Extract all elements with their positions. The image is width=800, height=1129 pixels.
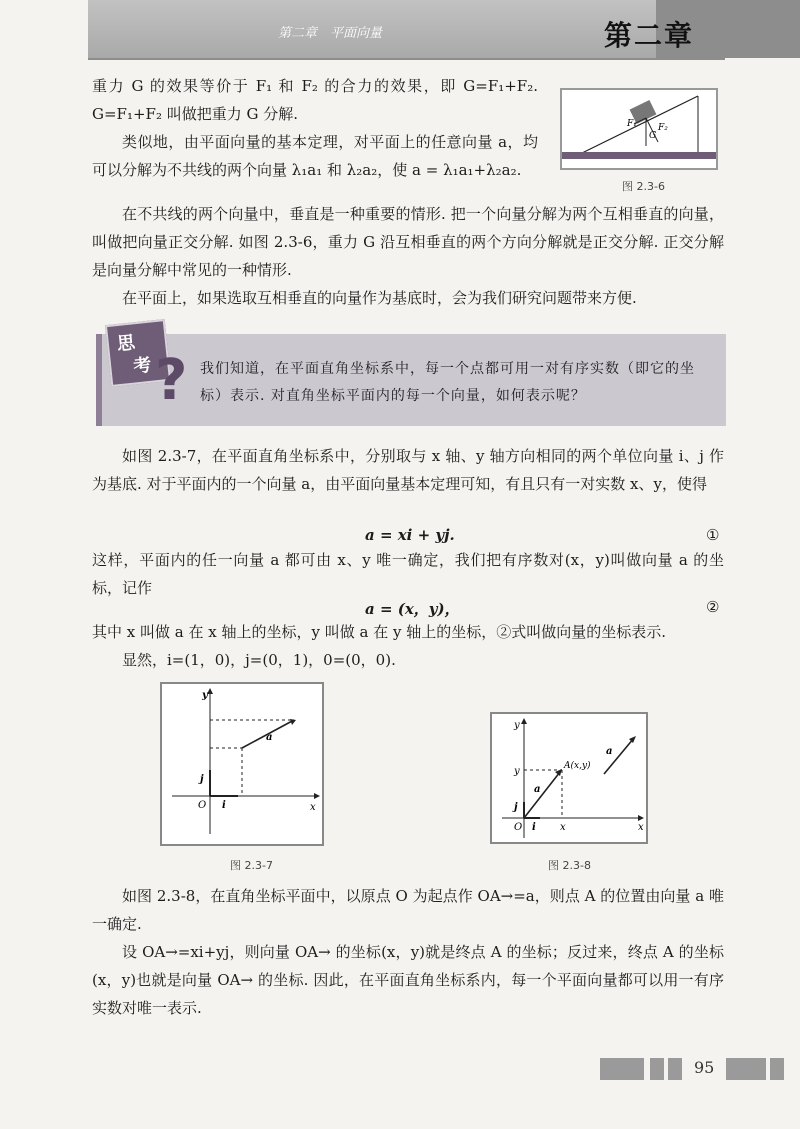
axis-y-label: y bbox=[202, 690, 208, 701]
paragraph: 其中 x 叫做 a 在 x 轴上的坐标，y 叫做 a 在 y 轴上的坐标，②式叫做向量的坐标表示. bbox=[92, 623, 666, 641]
chapter-label: 第二章 bbox=[604, 19, 695, 52]
vector-j-label: j bbox=[200, 774, 204, 785]
figure-caption: 图 2.3-8 bbox=[548, 859, 591, 872]
vector-a-label: a bbox=[266, 732, 273, 743]
footer-bar bbox=[770, 1058, 784, 1080]
g-label: G bbox=[649, 131, 657, 141]
badge-char-top: 思 bbox=[115, 332, 137, 356]
axis-x-label: x bbox=[638, 822, 644, 833]
ground-bar bbox=[562, 152, 716, 159]
vector-i-label: i bbox=[532, 822, 536, 833]
f2-label: F₂ bbox=[658, 123, 668, 133]
x-tick-label: x bbox=[560, 822, 566, 833]
figure-2-3-6 bbox=[560, 88, 718, 170]
figure-caption: 图 2.3-6 bbox=[622, 180, 665, 193]
y-tick-label: y bbox=[514, 766, 520, 777]
paragraph: 在不共线的两个向量中，垂直是一种重要的情形. 把一个向量分解为两个互相垂直的向量，叫做把向量正交分解. 如图 2.3-6，重力 G 沿互相垂直的两个方向分解就是正交分解. 正交分解是向量分解中常见的一种情形. bbox=[92, 205, 724, 279]
figure-2-3-7 bbox=[160, 682, 324, 846]
footer-bar bbox=[726, 1058, 766, 1080]
vector-a-label: a bbox=[534, 784, 541, 795]
vector-a2-label: a bbox=[606, 746, 613, 757]
figure-2-3-8 bbox=[490, 712, 648, 844]
paragraph: 如图 2.3-7，在平面直角坐标系中，分别取与 x 轴、y 轴方向相同的两个单位向量 i、j 作为基底. 对于平面内的一个向量 a，由平面向量基本定理可知，有且只有一对实数 x、y，使得 bbox=[92, 447, 724, 493]
section-title: 第二章 平面向量 bbox=[278, 26, 383, 41]
footer-bar bbox=[650, 1058, 664, 1080]
equation-2-number: ② bbox=[706, 598, 720, 616]
think-text: 我们知道，在平面直角坐标系中，每一个点都可用一对有序实数（即它的坐标）表示. 对直角坐标平面内的每一个向量，如何表示呢？ bbox=[200, 361, 695, 404]
coord-diagram-1 bbox=[162, 684, 322, 844]
point-a-label: A(x,y) bbox=[564, 761, 591, 771]
paragraph: 重力 G 的效果等价于 F₁ 和 F₂ 的合力的效果，即 G=F₁+F₂. G=F₁+F₂ 叫做把重力 G 分解. bbox=[92, 77, 538, 123]
paragraph: 显然，i=(1，0)，j=(0，1)，0=(0，0). bbox=[122, 651, 396, 669]
badge-char-bottom: 考 bbox=[132, 354, 153, 378]
origin-label: O bbox=[198, 800, 207, 811]
paragraph: 设 OA→=xi+yj，则向量 OA→ 的坐标(x，y)就是终点 A 的坐标；反过来，终点 A 的坐标(x，y)也就是向量 OA→ 的坐标. 因此，在平面直角坐标系内，每一个平面向量都可以用一有序实数对唯一表示. bbox=[92, 943, 724, 1017]
axis-x-label: x bbox=[310, 802, 316, 813]
origin-label: O bbox=[514, 822, 523, 833]
f1-label: F₁ bbox=[627, 119, 637, 129]
coord-diagram-2 bbox=[492, 714, 646, 842]
paragraph: 这样，平面内的任一向量 a 都可由 x、y 唯一确定，我们把有序数对(x，y)叫做向量 a 的坐标，记作 bbox=[92, 551, 724, 597]
paragraph: 在平面上，如果选取互相垂直的向量作为基底时，会为我们研究问题带来方便. bbox=[122, 289, 637, 307]
question-mark-icon: ? bbox=[155, 348, 188, 413]
paragraph: 如图 2.3-8，在直角坐标平面中，以原点 O 为起点作 OA→=a，则点 A 的位置由向量 a 唯一确定. bbox=[92, 887, 724, 933]
footer-bar bbox=[600, 1058, 644, 1080]
footer-bar bbox=[668, 1058, 682, 1080]
equation-2: a = (x，y)， bbox=[365, 600, 460, 618]
paragraph: 类似地，由平面向量的基本定理，对平面上的任意向量 a，均可以分解为不共线的两个向量 λ₁a₁ 和 λ₂a₂，使 a = λ₁a₁+λ₂a₂. bbox=[92, 133, 538, 179]
figure-caption: 图 2.3-7 bbox=[230, 859, 273, 872]
equation-1: a = xi + yj. bbox=[365, 526, 455, 544]
axis-y-label: y bbox=[514, 720, 520, 731]
vector-j-label: j bbox=[514, 802, 518, 813]
equation-1-number: ① bbox=[706, 526, 720, 544]
vector-i-label: i bbox=[222, 800, 226, 811]
page-number: 95 bbox=[694, 1058, 715, 1077]
